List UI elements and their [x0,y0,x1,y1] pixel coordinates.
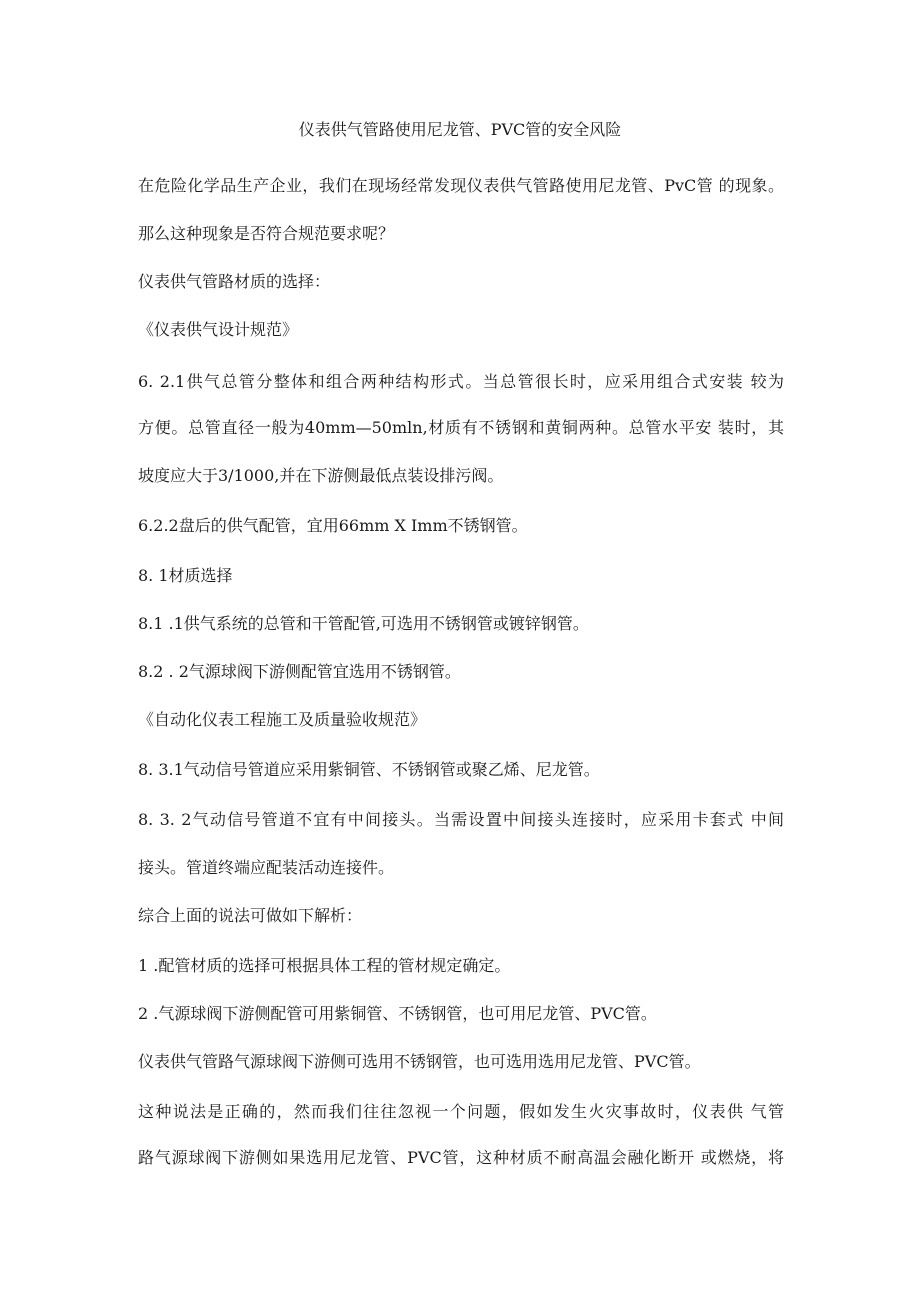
paragraph-line: 在危险化学品生产企业，我们在现场经常发现仪表供气管路使用尼龙管、PvC管 的现象。 [138,176,784,195]
clause-line: 8.2 . 2气源球阀下游侧配管宜选用不锈钢管。 [138,662,461,681]
clause-line: 8.1 .1供气系统的总管和干管配管,可选用不锈钢管或镀锌钢管。 [138,614,589,633]
clause-line: 方便。总管直径一般为40mm—50mln,材质有不锈钢和黄铜两种。总管水平安 装时，其 [138,418,784,437]
list-item: 2 .气源球阀下游侧配管可用紫铜管、不锈钢管，也可用尼龙管、PVC管。 [138,1004,657,1023]
clause-line: 8. 3.1气动信号管道应采用紫铜管、不锈钢管或聚乙烯、尼龙管。 [138,760,600,779]
section-heading: 仪表供气管路材质的选择： [138,272,331,291]
paragraph-line: 路气源球阀下游侧如果选用尼龙管、PVC管，这种材质不耐高温会融化断开 或燃烧，将 [138,1148,784,1167]
clause-line: 接头。管道终端应配装活动连接件。 [138,858,395,877]
clause-line: 6. 2.1供气总管分整体和组合两种结构形式。当总管很长时，应采用组合式安装 较为 [138,372,784,391]
paragraph-line: 这种说法是正确的，然而我们往往忽视一个问题，假如发生火灾事故时，仪表供 气管 [138,1102,784,1121]
reference-title: 《自动化仪表工程施工及质量验收规范》 [138,710,427,729]
clause-line: 6.2.2盘后的供气配管，宜用66mm X Imm不锈钢管。 [138,516,528,535]
clause-line: 8. 3. 2气动信号管道不宜有中间接头。当需设置中间接头连接时，应采用卡套式 中间 [138,810,784,829]
paragraph-line: 综合上面的说法可做如下解析： [138,906,363,925]
clause-line: 坡度应大于3/1000,并在下游侧最低点装设排污阀。 [138,466,504,485]
document-title: 仪表供气管路使用尼龙管、PVC管的安全风险 [298,120,622,139]
list-item: 1 .配管材质的选择可根据具体工程的管材规定确定。 [138,956,511,975]
clause-heading: 8. 1材质选择 [138,566,233,585]
paragraph-line: 那么这种现象是否符合规范要求呢？ [138,224,395,243]
reference-title: 《仪表供气设计规范》 [138,320,299,339]
paragraph-line: 仪表供气管路气源球阀下游侧可选用不锈钢管，也可选用选用尼龙管、PVC管。 [138,1052,701,1071]
